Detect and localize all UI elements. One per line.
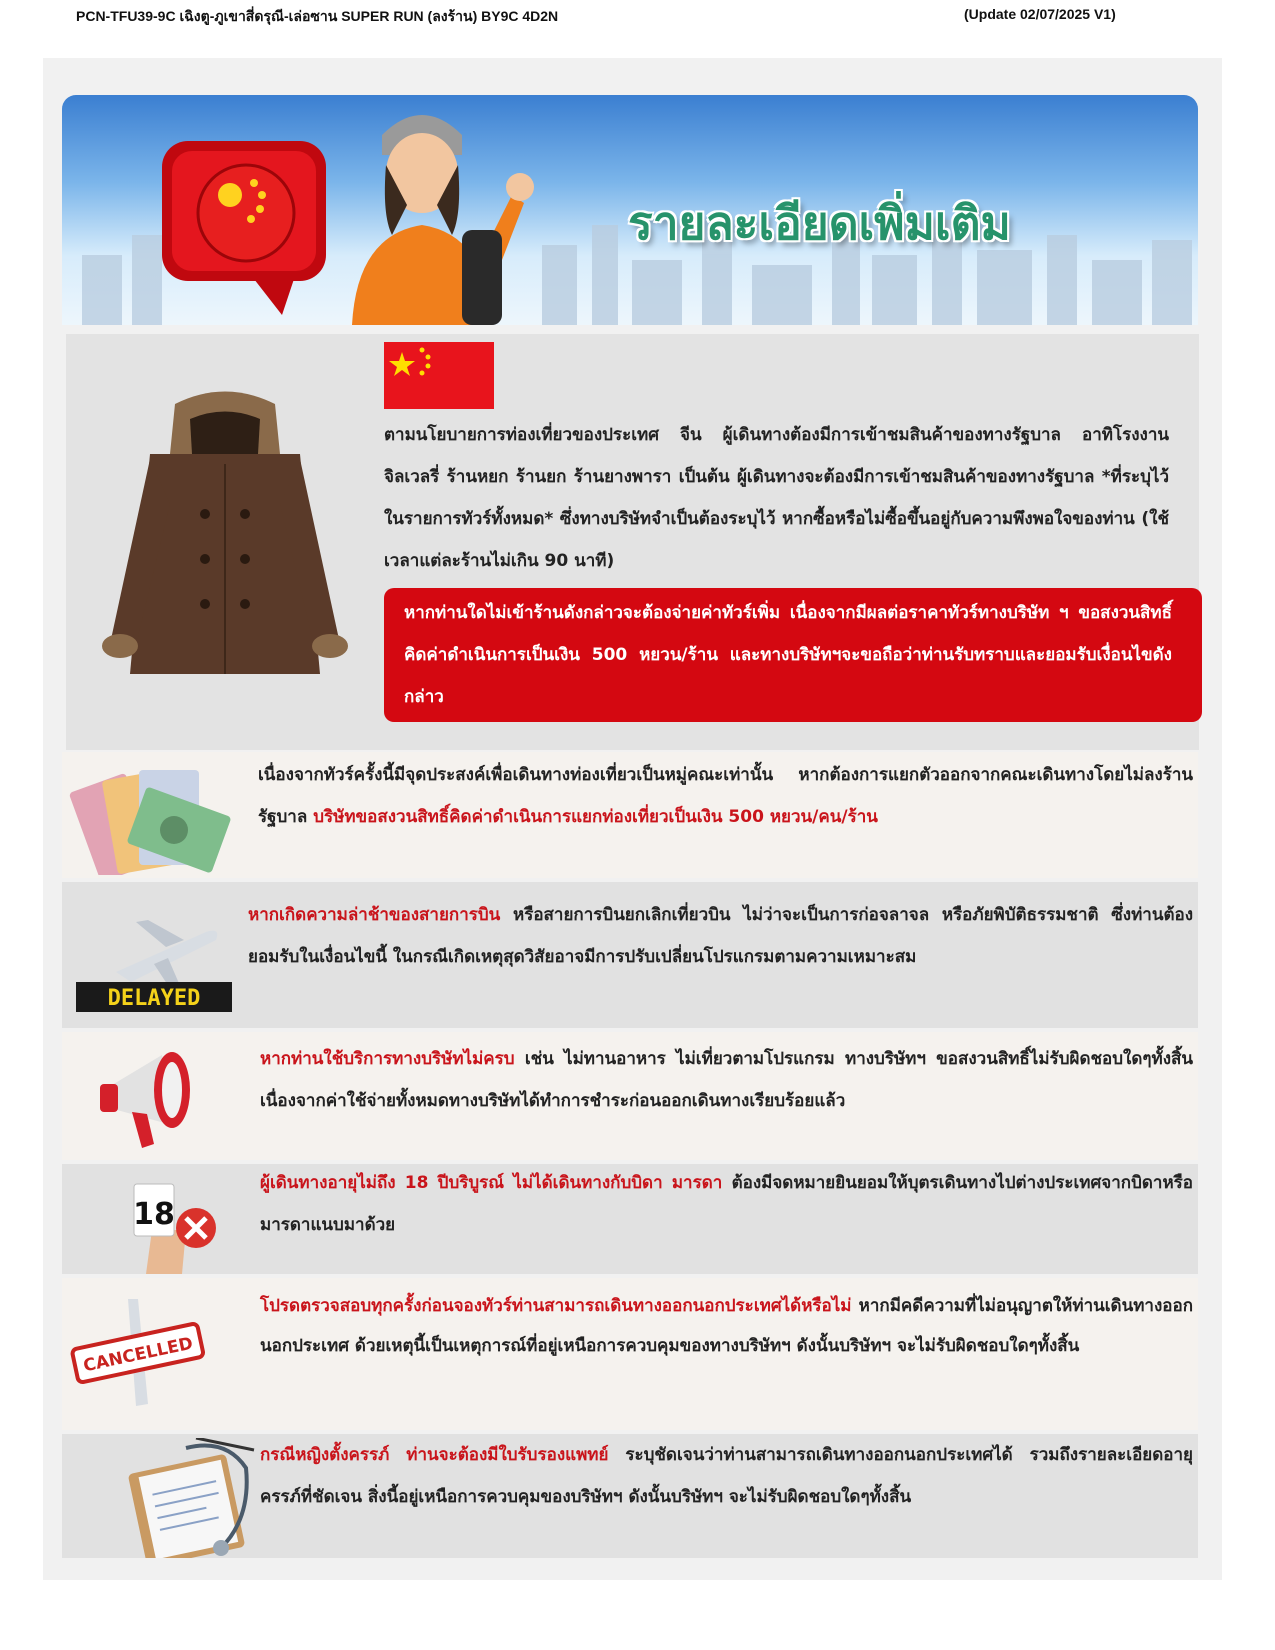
shopping-penalty-box <box>384 588 1202 722</box>
china-chat-bubble-icon <box>154 133 334 318</box>
jacket-icon <box>80 384 370 694</box>
age-18-icon <box>126 1170 226 1274</box>
section-incomplete-service <box>62 1032 1198 1160</box>
banknotes-icon <box>64 760 234 875</box>
cancelled-stamp-text: CANCELLED <box>81 1333 195 1377</box>
minor-travelers-text: ผู้เดินทางอายุไม่ถึง 18 ปีบริบูรณ์ ไม่ได้เดินทางกับบิดา มารดา ต้องมีจดหมายยินยอมให้บุตรเดินทางไปต่างประเทศจากบิดาหรือมารดาแนบมาด้วย <box>260 1173 1194 1235</box>
group-tour-text: เนื่องจากทัวร์ครั้งนี้มีจุดประสงค์เพื่อเดินทางท่องเที่ยวเป็นหมู่คณะเท่านั้น หากต้องการแยกตัวออกจากคณะเดินทางโดยไม่ลงร้านรัฐบาล บริษัทขอสงวนสิทธิ์คิดค่าดำเนินการแยกท่องเที่ยวเป็นเงิน 500 หยวน/คน/ร้าน <box>258 765 1193 827</box>
section-travel-eligibility <box>62 1278 1198 1430</box>
shopping-policy-text: ตามนโยบายการท่องเที่ยวของประเทศ จีน ผู้เดินทางต้องมีการเข้าชมสินค้าของทางรัฐบาล อาทิโรงงานจิลเวลรี่ ร้านหยก ร้านยก ร้านยางพารา เป็นต้น ผู้เดินทางจะต้องมีการเข้าชมสินค้าของทางรัฐบาล *ที่ระบุไว้ในรายการทัวร์ทั้งหมด* ซึ่งทางบริษัทจำเป็นต้องระบุไว้ หากซื้อหรือไม่ซื้อขึ้นอยู่กับความพึงพอใจของท่าน (ใช้เวลาแต่ละร้านไม่เกิน 90 นาที) <box>384 425 1169 571</box>
travel-eligibility-text: โปรดตรวจสอบทุกครั้งก่อนจองทัวร์ท่านสามารถเดินทางออกนอกประเทศได้หรือไม่ หากมีคดีความที่ไม่อนุญาตให้ท่านเดินทางออกนอกประเทศ ด้วยเหตุนี้เป็นเหตุการณ์ที่อยู่เหนือการควบคุมของทางบริษัทฯ ดังนั้นบริษัทฯ จะไม่รับผิดชอบใดๆทั้งสิ้น <box>260 1296 1193 1356</box>
section-minor-travelers <box>62 1164 1198 1274</box>
age-card-text: 18 <box>133 1197 175 1232</box>
megaphone-icon <box>92 1040 212 1152</box>
delayed-sign-text: DELAYED <box>107 986 201 1011</box>
page-header <box>76 6 1199 24</box>
cancelled-stamp-icon <box>68 1294 208 1414</box>
section-group-tour <box>62 752 1198 878</box>
traveler-woman-icon <box>312 95 552 325</box>
china-flag-icon <box>384 342 494 409</box>
banner <box>62 95 1198 325</box>
section-flight-delay <box>62 882 1198 1028</box>
section-shopping-policy <box>66 334 1199 750</box>
update-date: (Update 02/07/2025 V1) <box>964 6 1116 22</box>
flight-delay-text: หากเกิดความล่าช้าของสายการบิน หรือสายการบินยกเลิกเที่ยวบิน ไม่ว่าจะเป็นการก่อจลาจล หรือภัยพิบัติธรรมชาติ ซึ่งท่านต้องยอมรับในเงื่อนไขนี้ ในกรณีเกิดเหตุสุดวิสัยอาจมีการปรับเปลี่ยนโปรแกรมตามความเหมาะสม <box>248 905 1193 967</box>
banner-heading: รายละเอียดเพิ่มเติม <box>628 196 1011 250</box>
medical-certificate-icon <box>126 1438 256 1558</box>
tour-title: PCN-TFU39-9C เฉิงตู-ภูเขาสี่ดรุณี-เล่อซาน SUPER RUN (ลงร้าน) BY9C 4D2N <box>76 8 559 24</box>
section-pregnancy <box>62 1434 1198 1558</box>
airplane-delayed-icon <box>76 912 232 1012</box>
shopping-penalty-text: หากท่านใดไม่เข้าร้านดังกล่าวจะต้องจ่ายค่าทัวร์เพิ่ม เนื่องจากมีผลต่อราคาทัวร์ทางบริษัท ฯ ขอสงวนสิทธิ์ คิดค่าดำเนินการเป็นเงิน 500 หยวน/ร้าน และทางบริษัทฯจะขอถือว่าท่านรับทราบและยอมรับเงื่อนไขดังกล่าว <box>404 603 1172 707</box>
incomplete-service-text: หากท่านใช้บริการทางบริษัทไม่ครบ เช่น ไม่ทานอาหาร ไม่เที่ยวตามโปรแกรม ทางบริษัทฯ ขอสงวนสิทธิ์ไม่รับผิดชอบใดๆทั้งสิ้น เนื่องจากค่าใช้จ่ายทั้งหมดทางบริษัทได้ทำการชำระก่อนออกเดินทางเรียบร้อยแล้ว <box>260 1049 1193 1111</box>
pregnancy-text: กรณีหญิงตั้งครรภ์ ท่านจะต้องมีใบรับรองแพทย์ ระบุชัดเจนว่าท่านสามารถเดินทางออกนอกประเทศได้ รวมถึงรายละเอียดอายุครรภ์ที่ชัดเจน สิ่งนี้อยู่เหนือการควบคุมของบริษัทฯ ดังนั้นบริษัทฯ จะไม่รับผิดชอบใดๆทั้งสิ้น <box>260 1445 1193 1507</box>
